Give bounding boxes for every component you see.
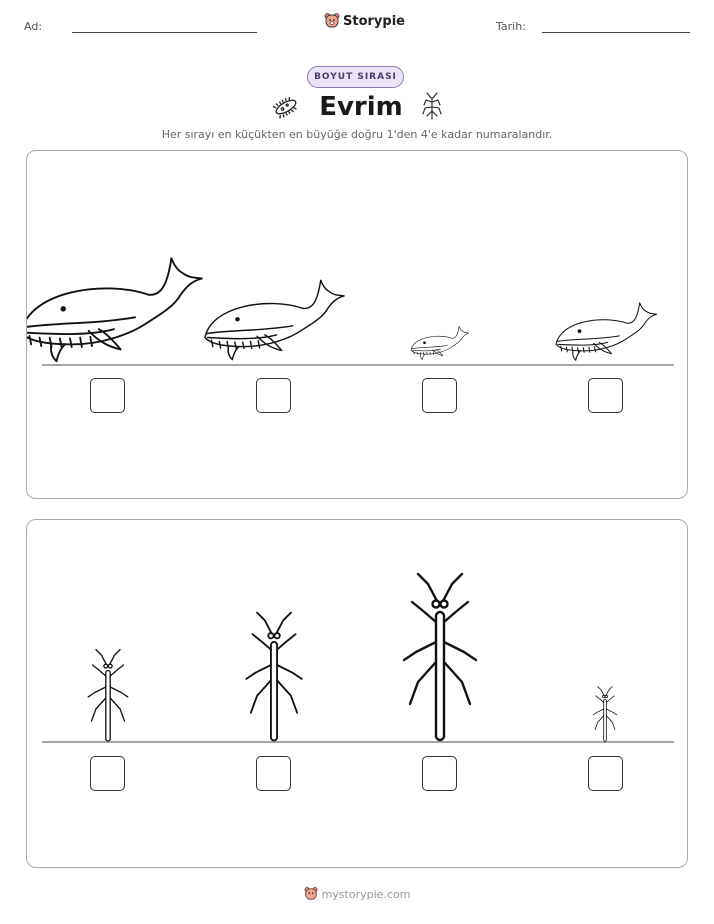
- insect-rank-box-3[interactable]: [422, 756, 457, 791]
- whale-rank-box-1[interactable]: [90, 378, 125, 413]
- date-label: Tarih:: [496, 20, 526, 33]
- whale-size-panel: [26, 150, 688, 499]
- insect-rank-box-4[interactable]: [588, 756, 623, 791]
- whale-rank-box-2[interactable]: [256, 378, 291, 413]
- name-line[interactable]: [72, 32, 257, 33]
- page-title: Evrim: [319, 92, 403, 122]
- name-label: Ad:: [24, 20, 43, 33]
- brand-logo: [324, 12, 405, 30]
- brand-name: Storypie: [343, 13, 405, 29]
- category-badge: BOYUT SIRASI: [307, 66, 404, 88]
- insect-rank-box-2[interactable]: [256, 756, 291, 791]
- microbe-icon: [271, 94, 301, 120]
- whale-illustrations: [27, 151, 689, 500]
- insect-illustrations: [27, 520, 689, 869]
- insect-size-panel: [26, 519, 688, 868]
- bear-icon: [304, 886, 318, 902]
- whale-rank-box-4[interactable]: [588, 378, 623, 413]
- footer-url[interactable]: mystorypie.com: [321, 887, 411, 901]
- instruction-text: Her sırayı en küçükten en büyüğe doğru 1'den 4'e kadar numaralandır.: [161, 128, 553, 141]
- whale-rank-box-3[interactable]: [422, 378, 457, 413]
- insect-icon: [421, 92, 443, 122]
- date-line[interactable]: [542, 32, 690, 33]
- bear-icon: [324, 12, 340, 30]
- footer: [0, 886, 714, 902]
- insect-rank-box-1[interactable]: [90, 756, 125, 791]
